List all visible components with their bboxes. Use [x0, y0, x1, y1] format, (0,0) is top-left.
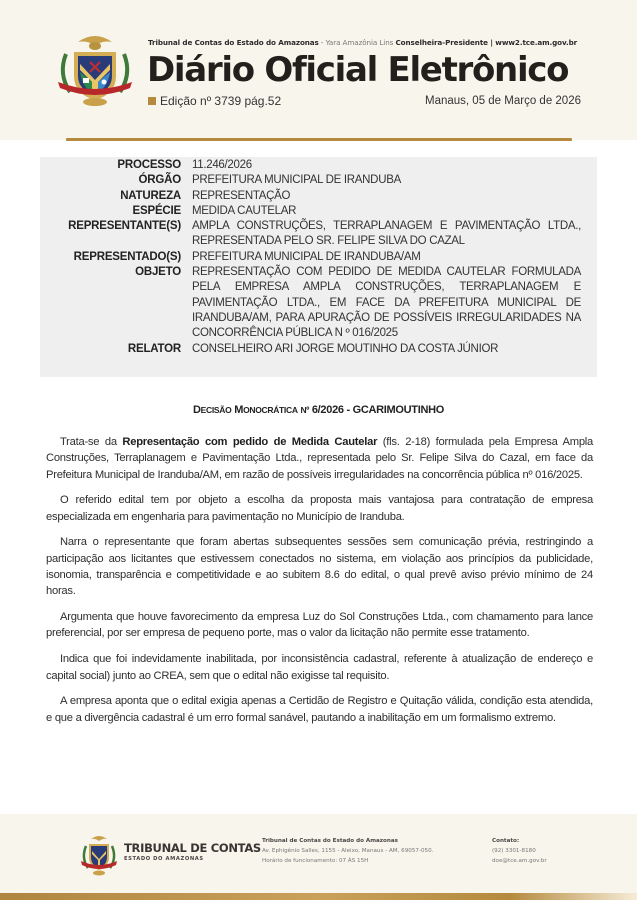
- footer-phone: (92) 3301-8180: [492, 848, 536, 854]
- meta-row-orgao: [40, 173, 597, 188]
- website-link[interactable]: www2.tce.am.gov.br: [495, 38, 578, 47]
- paragraph: A empresa aponta que o edital exigia apenas a Certidão de Registro e Quitação válida, condição esta atendida, e que a divergência cadastral é um erro formal sanável, pautando a inabilitação em um formalismo extremo.: [46, 695, 593, 724]
- meta-label: REPRESENTADO(S): [73, 250, 181, 263]
- meta-value: CONSELHEIRO ARI JORGE MOUTINHO DA COSTA JÚNIOR: [192, 342, 499, 355]
- footer-contact-title: Contato:: [492, 838, 520, 844]
- paragraph: Indica que foi indevidamente inabilitada, por inconsistência cadastral, referente à atualização de endereço e capital social) junto ao CREA, sem que o edital não exigisse tal requisito.: [46, 653, 593, 682]
- footer-address-line: Av. Ephigênio Salles, 1155 - Aleixo, Manaus - AM, 69057-050.: [262, 848, 434, 854]
- header-institution-line: Tribunal de Contas do Estado do Amazonas - Yara Amazônia Lins Conselheira-Presidente | www2.tce.am.gov.br: [148, 38, 578, 47]
- meta-row-processo: [40, 158, 597, 173]
- edition-info: [148, 94, 281, 108]
- decision-title: DECISÃO MONOCRÁTICA Nº 6/2026 - GCARIMOUTINHO: [192, 404, 445, 416]
- meta-value: REPRESENTAÇÃO: [192, 189, 291, 202]
- footer-address: [262, 836, 433, 866]
- footer-brand-subtitle: ESTADO DO AMAZONAS: [124, 856, 204, 862]
- footer-hours: Horário de funcionamento: 07 ÀS 15H: [262, 858, 369, 864]
- header-divider: [66, 138, 572, 141]
- meta-row-representantes: [40, 219, 597, 250]
- paragraph: Trata-se da Representação com pedido de Medida Cautelar (fls. 2-18) formulada pela Empresa Ampla Construções, Terraplanagem e Pavimentação Ltda., representada pelo Sr. Felipe Silva do Cazal, em face da Prefeitura Municipal de Iranduba/AM, em razão de possíveis irregularidades na concorrência pública nº 016/2025.: [46, 436, 593, 481]
- decision-body: [46, 434, 593, 735]
- meta-label: REPRESENTANTE(S): [68, 220, 181, 233]
- meta-label: RELATOR: [127, 342, 181, 355]
- footer-brand: [124, 841, 261, 862]
- page-footer: [0, 814, 637, 893]
- meta-value: MEDIDA CAUTELAR: [192, 204, 297, 217]
- meta-value: PREFEITURA MUNICIPAL DE IRANDUBA/AM: [192, 250, 421, 263]
- meta-label: ESPÉCIE: [132, 204, 181, 217]
- meta-row-objeto: [40, 265, 597, 341]
- meta-label: ÓRGÃO: [138, 174, 181, 187]
- page-title: Diário Oficial Eletrônico: [147, 50, 569, 90]
- meta-value: 11.246/2026: [192, 159, 252, 171]
- footer-brand-name: TRIBUNAL DE CONTAS: [124, 841, 261, 855]
- decision-number: 6/2026 - GCARIMOUTINHO: [311, 404, 445, 416]
- footer-email[interactable]: doe@tce.am.gov.br: [492, 858, 547, 864]
- meta-label: PROCESSO: [117, 159, 181, 171]
- president-title: Conselheira-Presidente: [395, 38, 488, 47]
- paragraph: O referido edital tem por objeto a escolha da proposta mais vantajosa para contratação de empresa especializada em engenharia para pavimentação no Município de Iranduba.: [46, 494, 593, 523]
- meta-value: REPRESENTAÇÃO COM PEDIDO DE MEDIDA CAUTELAR FORMULADA PELA EMPRESA AMPLA CONSTRUÇÕES, TERRAPLANAGEM E PAVIMENTAÇÃO LTDA., EM FACE DA PREFEITURA MUNICIPAL DE IRANDUBA/AM, PARA APURAÇÃO DE POSSÍVEIS IRREGULARIDADES NA CONCORRÊNCIA PÚBLICA N º 016/2025: [192, 266, 581, 340]
- coat-of-arms-icon: [52, 24, 138, 110]
- square-bullet-icon: [148, 97, 156, 105]
- footer-gold-bar: [0, 893, 637, 900]
- meta-row-natureza: [40, 189, 597, 204]
- publication-date: Manaus, 05 de Março de 2026: [425, 95, 581, 107]
- president-name: Yara Amazônia Lins: [325, 38, 394, 47]
- footer-address-title: Tribunal de Contas do Estado do Amazonas: [262, 838, 398, 844]
- meta-row-representados: [40, 250, 597, 265]
- meta-value: PREFEITURA MUNICIPAL DE IRANDUBA: [192, 174, 401, 187]
- meta-row-relator: [40, 342, 597, 357]
- meta-row-especie: [40, 204, 597, 219]
- institution-name: Tribunal de Contas do Estado do Amazonas: [148, 38, 319, 47]
- process-metadata: [40, 157, 597, 377]
- edition-text: Edição nº 3739 pág.52: [160, 94, 282, 108]
- meta-value: AMPLA CONSTRUÇÕES, TERRAPLANAGEM E PAVIMENTAÇÃO LTDA., REPRESENTADA PELO SR. FELIPE SILVA DO CAZAL: [192, 220, 581, 248]
- meta-label: OBJETO: [135, 266, 181, 279]
- meta-label: NATUREZA: [120, 189, 181, 202]
- footer-contact: [492, 836, 547, 866]
- bold-subject: Representação com pedido de Medida Cautelar: [122, 436, 378, 448]
- paragraph: Argumenta que houve favorecimento da empresa Luz do Sol Construções Ltda., com chamamento para lance preferencial, por ser empresa de pequeno porte, mas o valor da licitação não permite esse tratamento.: [46, 611, 593, 640]
- paragraph: Narra o representante que foram abertas subsequentes sessões sem comunicação prévia, restringindo a participação aos licitantes que estivessem conectados no sistema, em violação aos princípios da publicidade, isonomia, transparência e competitividade e ao subitem 8.6 do edital, o qual prevê aviso prévio mínimo de 24 horas.: [46, 536, 593, 598]
- footer-coat-of-arms-icon: [78, 830, 120, 878]
- page-header: [0, 0, 637, 140]
